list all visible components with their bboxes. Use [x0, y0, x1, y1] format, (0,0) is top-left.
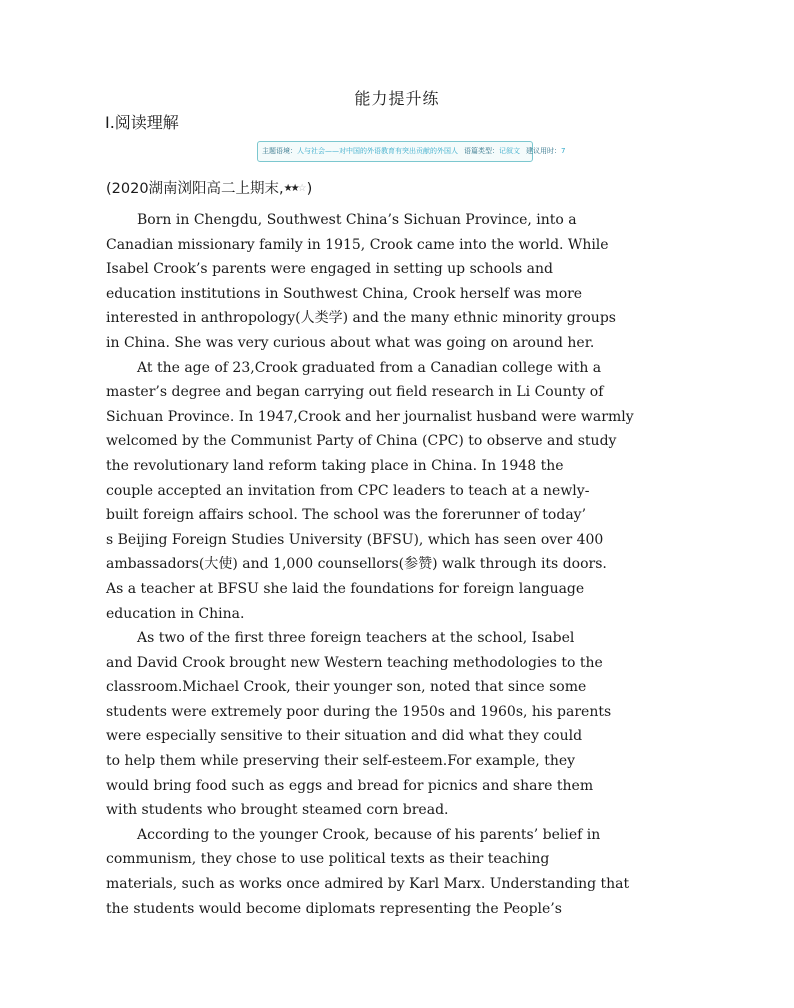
passage-line: materials, such as works once admired by Karl Marx. Understanding that	[106, 876, 630, 893]
theme-value: 人与社会——对中国的外语教育有突出贡献的外国人	[297, 147, 458, 155]
reading-passage	[106, 208, 686, 921]
passage-line: ambassadors(大使) and 1,000 counsellors(参赞) walk through its doors.	[106, 556, 607, 573]
passage-line: were especially sensitive to their situation and did what they could	[106, 728, 583, 745]
passage-line: built foreign affairs school. The school was the forerunner of today’	[106, 507, 587, 524]
passage-line: with students who brought steamed corn bread.	[106, 802, 449, 819]
passage-line: interested in anthropology(人类学) and the many ethnic minority groups	[106, 310, 616, 327]
time-label: 建议用时：	[526, 147, 561, 155]
passage-line: communism, they chose to use political texts as their teaching	[106, 851, 550, 868]
passage-line: the students would become diplomats representing the People’s	[106, 900, 562, 917]
passage-line: s Beijing Foreign Studies University (BFSU), which has seen over 400	[106, 531, 604, 548]
theme-label: 主题语境：	[262, 147, 297, 155]
passage-line: As a teacher at BFSU she laid the foundations for foreign language	[106, 580, 585, 597]
passage-line: Born in Chengdu, Southwest China’s Sichuan Province, into a	[137, 212, 577, 228]
passage-line: education in China.	[106, 605, 245, 622]
passage-line: Sichuan Province. In 1947,Crook and her journalist husband were warmly	[106, 408, 634, 425]
source-close: )	[306, 181, 313, 197]
theme-banner	[257, 141, 566, 162]
passage-line: would bring food such as eggs and bread for picnics and share them	[106, 777, 594, 794]
passage-line: Canadian missionary family in 1915, Crook came into the world. While	[106, 236, 609, 253]
genre-value: 记叙文	[499, 147, 520, 155]
passage-line: Isabel Crook’s parents were engaged in setting up schools and	[106, 261, 553, 278]
passage-line: master’s degree and began carrying out field research in Li County of	[106, 384, 604, 401]
page-title: 能力提升练	[354, 89, 440, 108]
time-value: 7	[561, 147, 566, 155]
difficulty-stars-icon: ★★☆	[283, 183, 305, 194]
passage-line: As two of the first three foreign teachers at the school, Isabel	[137, 630, 575, 647]
passage-line: and David Crook brought new Western teaching methodologies to the	[106, 654, 603, 671]
passage-line: the revolutionary land reform taking place in China. In 1948 the	[106, 457, 564, 474]
passage-line: welcomed by the Communist Party of China (CPC) to observe and study	[106, 433, 617, 450]
section-heading: Ⅰ.阅读理解	[105, 113, 179, 132]
source-line	[106, 179, 312, 199]
passage-line: in China. She was very curious about what was going on around her.	[106, 334, 595, 351]
passage-line: students were extremely poor during the 1950s and 1960s, his parents	[106, 703, 612, 720]
source-text: (2020湖南浏阳高二上期末,	[106, 181, 284, 197]
passage-line: to help them while preserving their self-esteem.For example, they	[106, 753, 576, 770]
passage-line: classroom.Michael Crook, their younger son, noted that since some	[106, 679, 587, 696]
passage-line: According to the younger Crook, because of his parents’ belief in	[137, 826, 601, 843]
passage-line: education institutions in Southwest China, Crook herself was more	[106, 285, 583, 302]
genre-label: 语篇类型：	[464, 147, 499, 155]
passage-line: At the age of 23,Crook graduated from a Canadian college with a	[137, 359, 602, 376]
passage-line: couple accepted an invitation from CPC leaders to teach at a newly-	[106, 482, 590, 499]
